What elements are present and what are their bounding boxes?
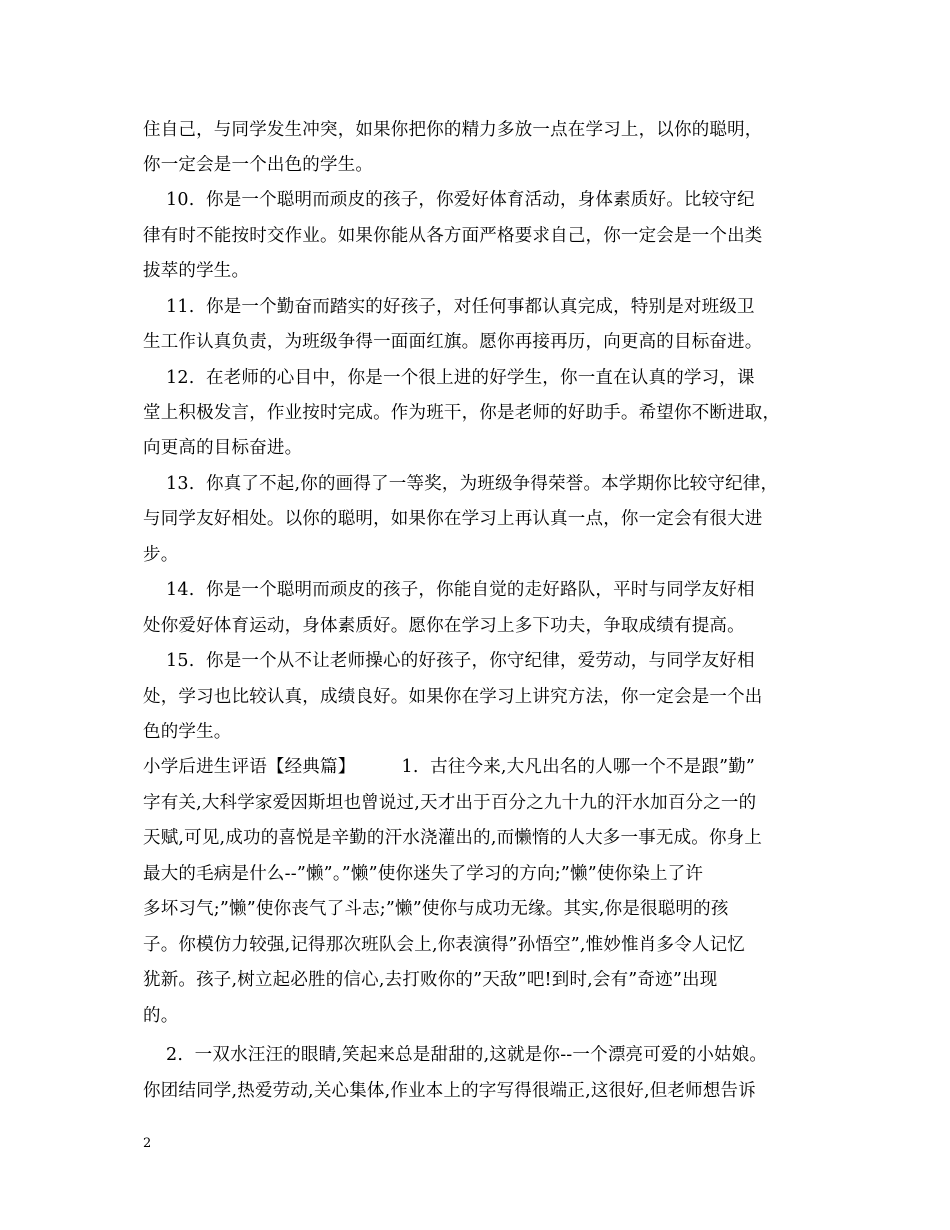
text-line: 多坏习气;”懒”使你丧气了斗志;”懒”使你与成功无缘。其实,你是很聪明的孩 [143, 899, 729, 919]
text-line: 11. 你是一个勤奋而踏实的好孩子，对任何事都认真完成，特别是对班级卫 [143, 297, 755, 317]
section-heading-line: 小学后进生评语【经典篇】 1. 古往今来,大凡出名的人哪一个不是跟”勤” [143, 757, 756, 777]
text-line: 你团结同学,热爱劳动,关心集体,作业本上的字写得很端正,这很好,但老师想告诉 [143, 1081, 756, 1101]
text-line: 向更高的目标奋进。 [143, 438, 303, 458]
text-line: 14. 你是一个聪明而顽皮的孩子，你能自觉的走好路队，平时与同学友好相 [143, 580, 755, 600]
text-line: 堂上积极发言，作业按时完成。作为班干，你是老师的好助手。希望你不断进取， [143, 403, 781, 423]
text-line: 犹新。孩子,树立起必胜的信心,去打败你的”天敌”吧!到时,会有”奇迹”出现 [143, 970, 718, 990]
text-line: 15. 你是一个从不让老师操心的好孩子，你守纪律，爱劳动，与同学友好相 [143, 651, 755, 671]
text-line: 拔萃的学生。 [143, 261, 250, 281]
text-line: 处你爱好体育运动，身体素质好。愿你在学习上多下功夫，争取成绩有提高。 [143, 616, 745, 636]
text-line: 与同学友好相处。以你的聪明，如果你在学习上再认真一点，你一定会有很大进 [143, 509, 763, 529]
text-line: 子。你模仿力较强,记得那次班队会上,你表演得”孙悟空”,惟妙惟肖多令人记忆 [143, 935, 745, 955]
text-line: 的。 [143, 1006, 179, 1026]
text-line: 生工作认真负责，为班级争得一面面红旗。愿你再接再历，向更高的目标奋进。 [143, 332, 763, 352]
text-line: 步。 [143, 545, 179, 565]
text-line: 12. 在老师的心目中，你是一个很上进的好学生，你一直在认真的学习，课 [143, 368, 755, 388]
text-line: 住自己，与同学发生冲突，如果你把你的精力多放一点在学习上，以你的聪明， [143, 120, 763, 140]
text-line: 10. 你是一个聪明而顽皮的孩子，你爱好体育活动，身体素质好。比较守纪 [143, 190, 755, 210]
page-number: 2 [143, 1136, 152, 1151]
text-line: 字有关,大科学家爱因斯坦也曾说过,天才出于百分之九十九的汗水加百分之一的 [143, 793, 757, 813]
text-line: 最大的毛病是什么--”懒”。”懒”使你迷失了学习的方向;”懒”使你染上了许 [143, 864, 704, 884]
text-line: 2. 一双水汪汪的眼睛,笑起来总是甜甜的,这就是你--一个漂亮可爱的小姑娘。 [143, 1045, 768, 1065]
text-line: 律有时不能按时交作业。如果你能从各方面严格要求自己，你一定会是一个出类 [143, 226, 763, 246]
text-line: 处，学习也比较认真，成绩良好。如果你在学习上讲究方法，你一定会是一个出 [143, 687, 763, 707]
text-line: 色的学生。 [143, 722, 232, 742]
text-line: 你一定会是一个出色的学生。 [143, 155, 374, 175]
text-line: 13. 你真了不起,你的画得了一等奖，为班级争得荣誉。本学期你比较守纪律， [143, 474, 779, 494]
text-line: 天赋,可见,成功的喜悦是辛勤的汗水浇灌出的,而懒惰的人大多一事无成。你身上 [143, 828, 763, 848]
